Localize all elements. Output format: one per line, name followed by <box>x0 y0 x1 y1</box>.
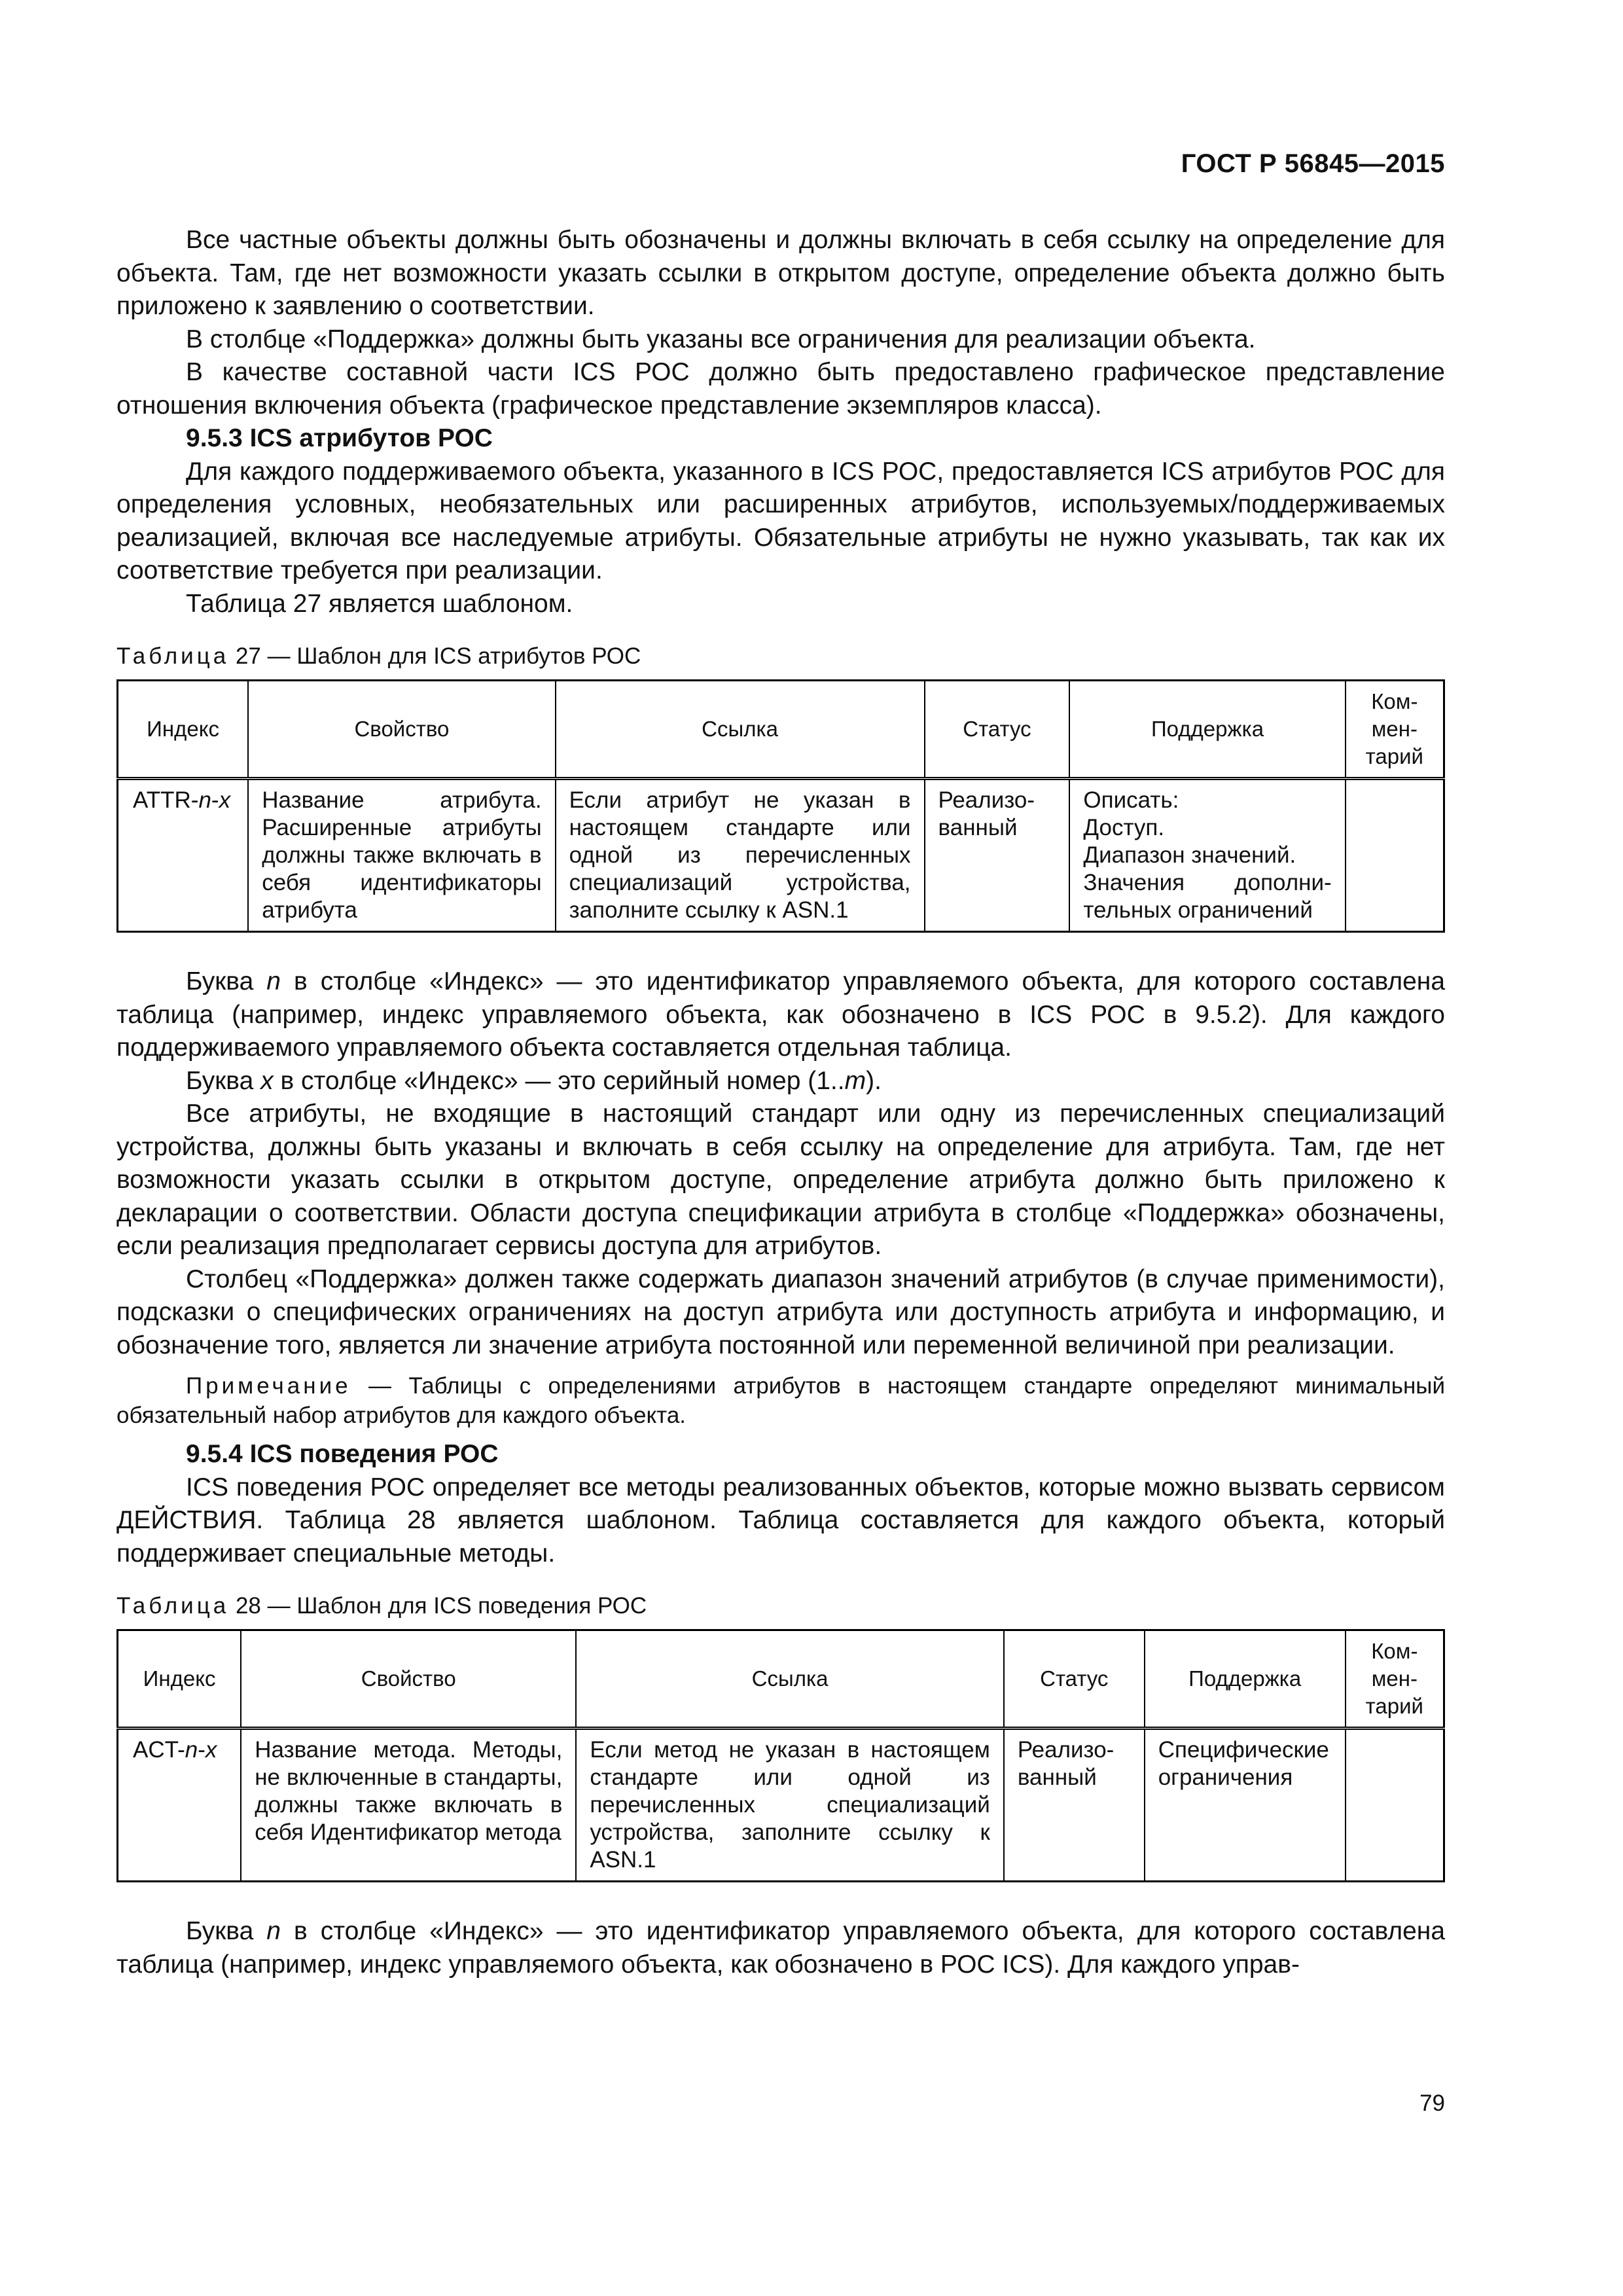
cell-property: Название метода. Методы, не включенные в стандарты, должны также включать в себя Идентификатор метода <box>241 1729 576 1882</box>
paragraph: Для каждого поддерживаемого объекта, указанного в ICS РОС, предоставляется ICS атрибутов РОС для определения условных, необязательных или расширенных атрибутов, используемых/поддерживаемых реализацией, включая все наследуемые атрибуты. Обязательные атрибуты не нужно указывать, так как их соответствие требуется при реализации. <box>116 457 1445 584</box>
table-row <box>118 1729 1444 1882</box>
column-header-reference: Ссылка <box>576 1630 1004 1729</box>
paragraph: Все частные объекты должны быть обозначены и должны включать в себя ссылку на определение для объекта. Там, где нет возможности указать ссылки в открытом доступе, определение объекта должно быть приложено к заявлению о соответствии. <box>116 226 1445 320</box>
cell-comment <box>1346 779 1444 932</box>
cell-status: Реализо-ванный <box>925 779 1070 932</box>
cell-index: ACT-n-x <box>118 1729 241 1882</box>
paragraph: Столбец «Поддержка» должен также содержать диапазон значений атрибутов (в случае применимости), подсказки о специфических ограничениях на доступ атрибута или доступность атрибута и информацию, и обозначение того, является ли значение атрибута постоянной или переменной величиной при реализации. <box>116 1265 1445 1359</box>
section-heading-9-5-3: 9.5.3 ICS атрибутов РОС <box>186 424 493 452</box>
paragraph: В качестве составной части ICS РОС должно быть предоставлено графическое представление отношения включения объекта (графическое представление экземпляров класса). <box>116 358 1445 420</box>
cell-property: Название атрибута. Расширенные атрибуты должны также включать в себя идентификаторы атрибута <box>248 779 555 932</box>
paragraph: Буква n в столбце «Индекс» — это идентификатор управляемого объекта, для которого составлена таблица (например, индекс управляемого объекта, как обозначено в ICS РОС в 9.5.2). Для каждого поддерживаемого управляемого объекта составляется отдельная таблица. <box>116 967 1446 1062</box>
column-header-status: Статус <box>925 681 1070 779</box>
cell-support: Описать: Доступ. Диапазон значений. Значения дополни-тельных ограничений <box>1069 779 1345 932</box>
table-caption-title: 27 — Шаблон для ICS атрибутов РОС <box>229 643 641 669</box>
table-caption-title: 28 — Шаблон для ICS поведения РОС <box>229 1593 647 1619</box>
note-label: Примечание <box>186 1373 351 1399</box>
table-caption-label: Таблица <box>116 643 230 669</box>
document-body <box>116 224 1445 1981</box>
paragraph: Таблица 27 является шаблоном. <box>186 589 573 618</box>
column-header-support: Поддержка <box>1145 1630 1346 1729</box>
paragraph: ICS поведения РОС определяет все методы реализованных объектов, которые можно вызвать сервисом ДЕЙСТВИЯ. Таблица 28 является шаблоном. Таблица составляется для каждого объекта, который поддерживает специальные методы. <box>116 1473 1445 1568</box>
column-header-index: Индекс <box>118 1630 241 1729</box>
column-header-comment: Ком- мен- тарий <box>1346 1630 1444 1729</box>
document-id-header: ГОСТ Р 56845—2015 <box>1181 149 1445 178</box>
note <box>116 1371 1445 1430</box>
page-number: 79 <box>1419 2090 1445 2116</box>
table-28-caption <box>116 1591 1445 1621</box>
cell-comment <box>1346 1729 1444 1882</box>
cell-reference: Если метод не указан в настоящем стандарте или одной из перечисленных специализаций устройства, заполните ссылку к ASN.1 <box>576 1729 1004 1882</box>
cell-reference: Если атрибут не указан в настоящем стандарте или одной из перечисленных специализаций устройства, заполните ссылку к ASN.1 <box>556 779 925 932</box>
cell-support: Специфические ограничения <box>1145 1729 1346 1882</box>
table-27-caption <box>116 641 1445 672</box>
table-28 <box>116 1629 1445 1882</box>
paragraph: Буква n в столбце «Индекс» — это идентификатор управляемого объекта, для которого составлена таблица (например, индекс управляемого объекта, как обозначено в РОС ICS). Для каждого управ- <box>116 1917 1446 1979</box>
table-caption-label: Таблица <box>116 1593 230 1619</box>
column-header-property: Свойство <box>248 681 555 779</box>
table-row <box>118 779 1444 932</box>
paragraph: Буква x в столбце «Индекс» — это серийный номер (1..m). <box>186 1066 882 1095</box>
section-heading-9-5-4: 9.5.4 ICS поведения РОС <box>186 1440 499 1468</box>
column-header-property: Свойство <box>241 1630 576 1729</box>
paragraph: В столбце «Поддержка» должны быть указаны все ограничения для реализации объекта. <box>186 325 1256 353</box>
column-header-support: Поддержка <box>1069 681 1345 779</box>
table-27 <box>116 679 1445 933</box>
paragraph: Все атрибуты, не входящие в настоящий стандарт или одну из перечисленных специализаций устройства, должны быть указаны и включать в себя ссылку на определение для атрибута. Там, где нет возможности указать ссылки в открытом доступе, определение атрибута должно быть приложено к декларации о соответствии. Области доступа спецификации атрибута в столбце «Поддержка» обозначены, если реализация предполагает сервисы доступа для атрибутов. <box>116 1100 1445 1260</box>
cell-status: Реализо-ванный <box>1004 1729 1145 1882</box>
column-header-reference: Ссылка <box>556 681 925 779</box>
column-header-index: Индекс <box>118 681 249 779</box>
note-text: — Таблицы с определениями атрибутов в настоящем стандарте определяют минимальный обязательный набор атрибутов для каждого объекта. <box>116 1373 1445 1428</box>
cell-index: ATTR-n-x <box>118 779 249 932</box>
column-header-status: Статус <box>1004 1630 1145 1729</box>
column-header-comment: Ком- мен- тарий <box>1346 681 1444 779</box>
